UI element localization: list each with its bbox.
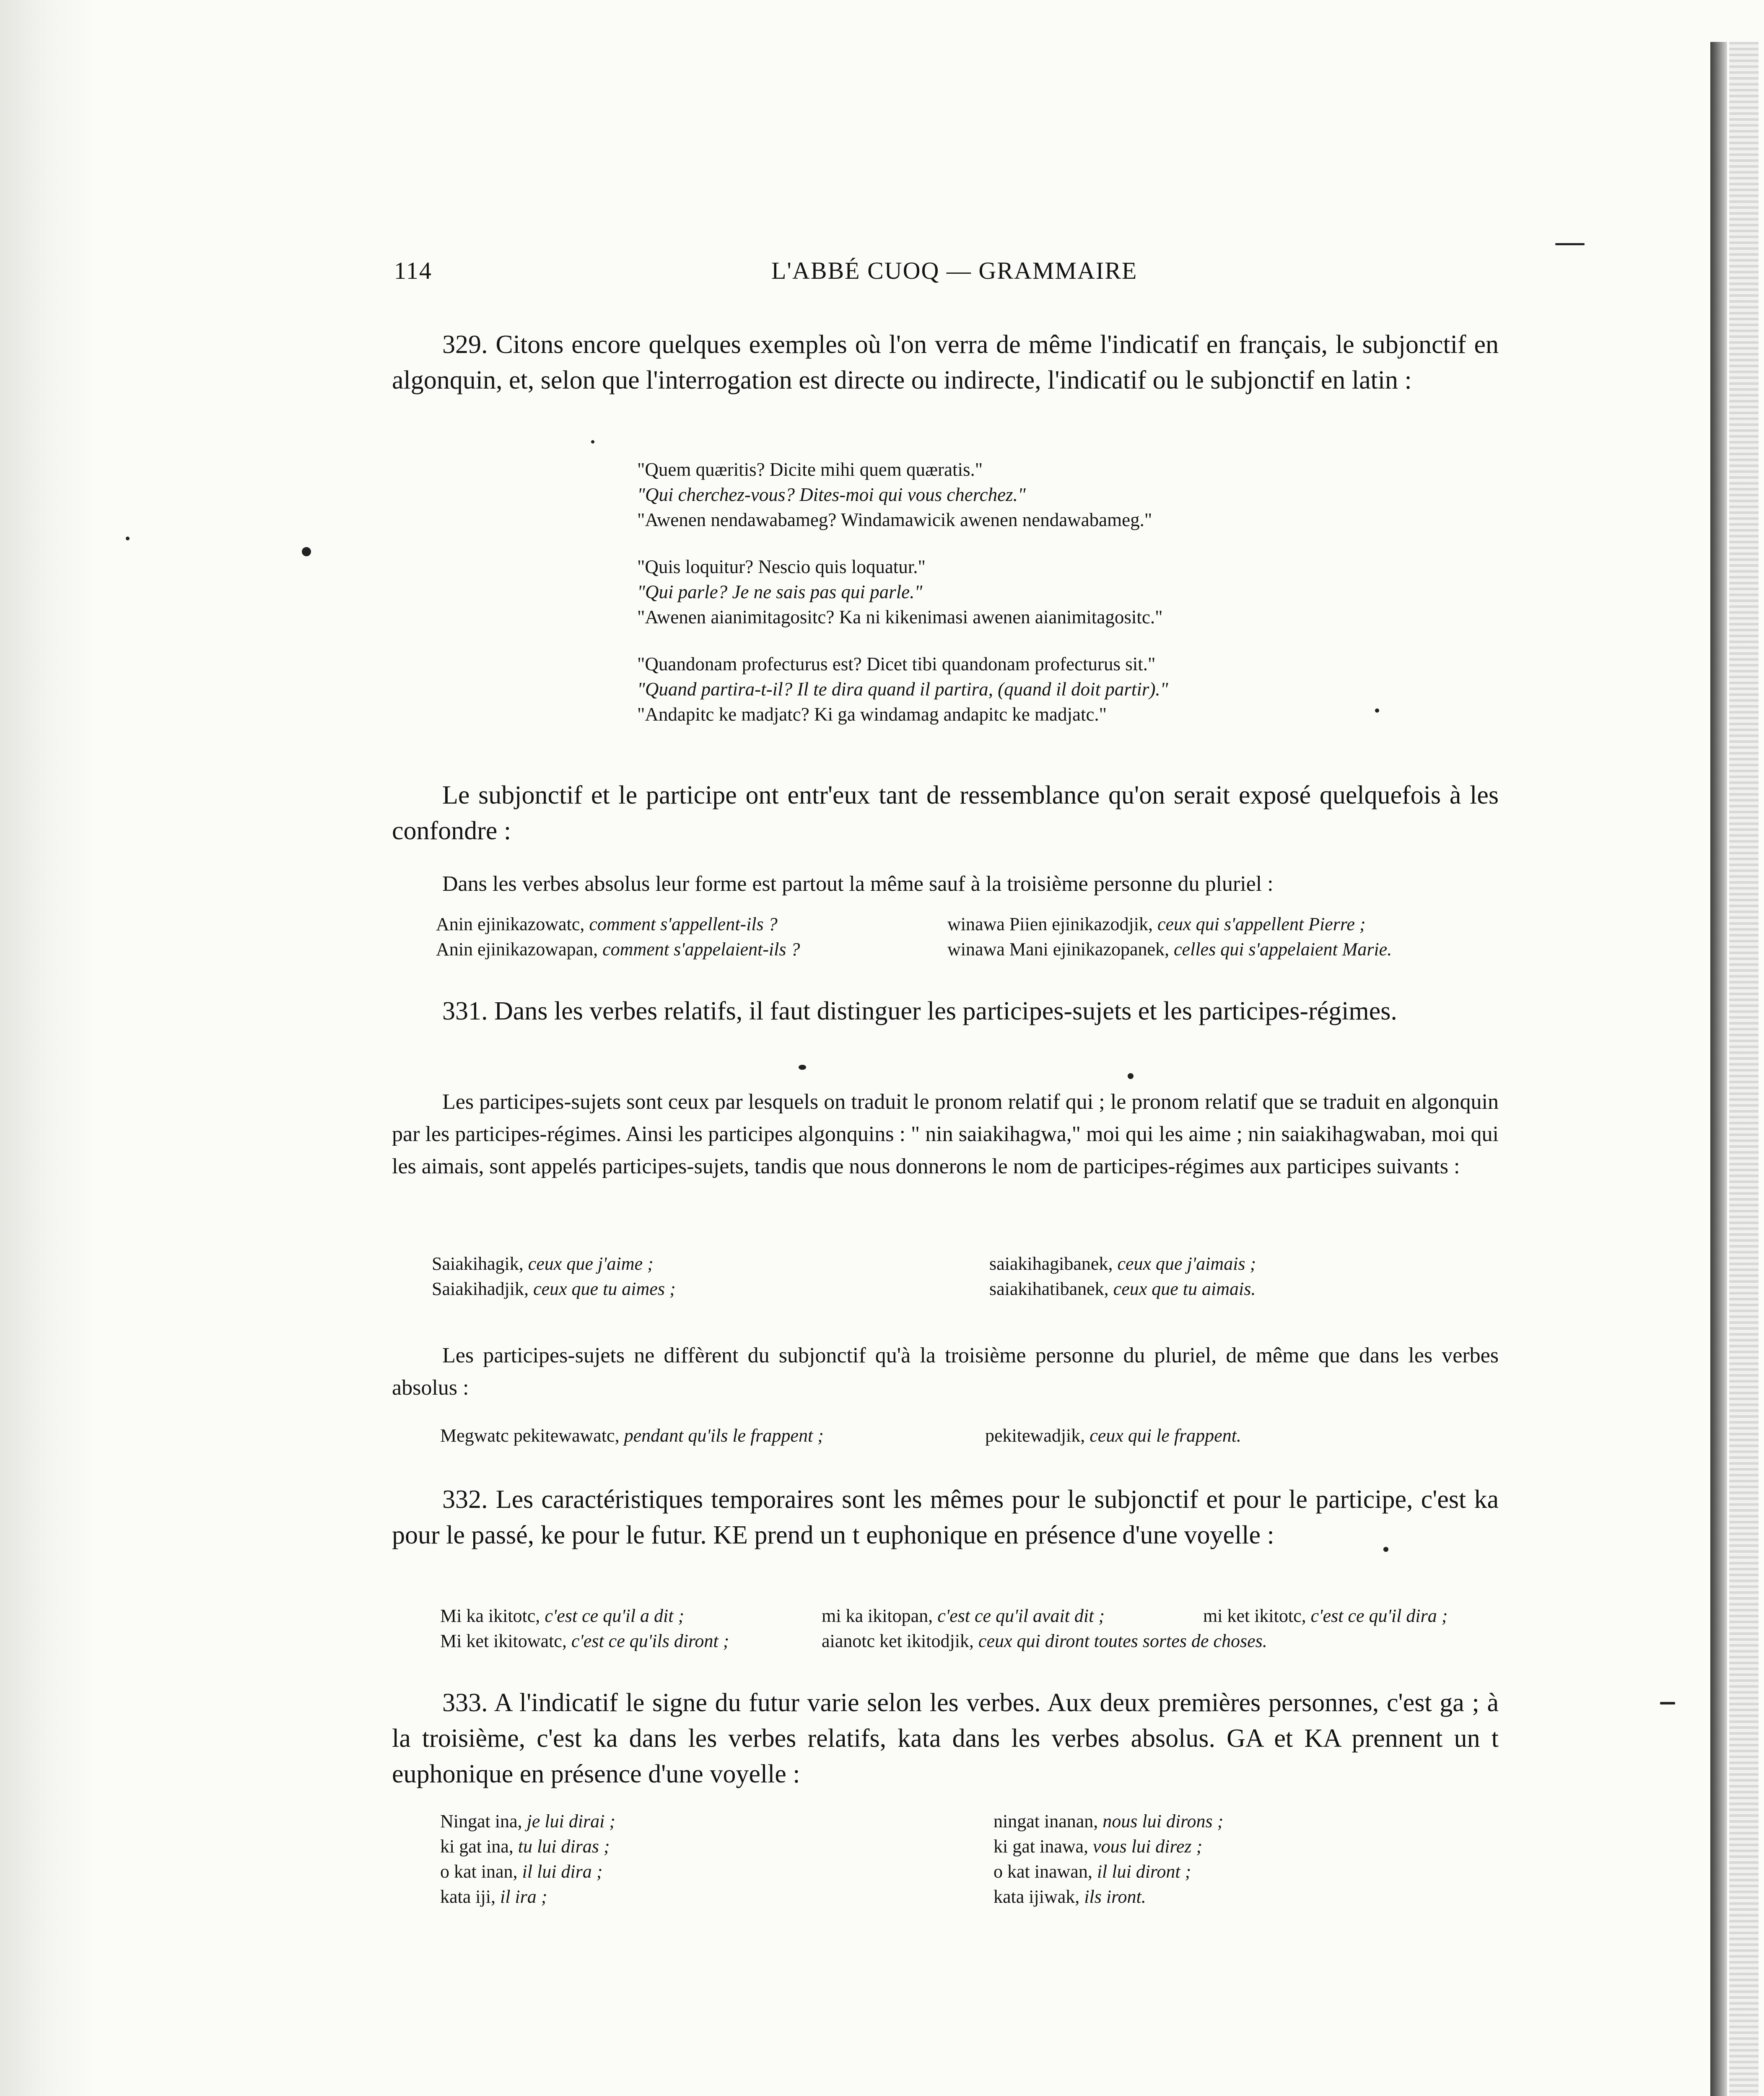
section-number: 331.	[442, 997, 488, 1025]
algonquin-word: aianotc ket ikitodjik,	[822, 1631, 974, 1651]
algonquin-word: o kat inan,	[440, 1861, 518, 1882]
quote-group	[637, 554, 1168, 630]
page-header	[394, 257, 1526, 294]
paragraph-330	[392, 778, 1499, 849]
translation: ceux que j'aime ;	[528, 1253, 654, 1274]
paragraph-331-body-2	[392, 1339, 1499, 1404]
translation: c'est ce qu'il avait dit ;	[937, 1606, 1105, 1626]
algonquin-word: Anin ejinikazowatc,	[436, 914, 585, 934]
example-row	[440, 1834, 1509, 1859]
paragraph-331-body	[392, 1086, 1499, 1183]
paragraph-331	[392, 994, 1499, 1029]
translation: tu lui diras ;	[518, 1836, 610, 1857]
section-number: 329.	[442, 330, 488, 359]
translation: ceux qui le frappent.	[1090, 1425, 1241, 1446]
algonquin-word: Mi ka ikitotc,	[440, 1606, 540, 1626]
paragraph-text: Les caractéristiques temporaires sont les mêmes pour le subjonctif et pour le participe, c'est ka pour le passé, ke pour le futur. KE prend un t euphonique en présence d'une voyelle :	[392, 1485, 1499, 1549]
example-row	[432, 1251, 1505, 1276]
algonquin-word: mi ka ikitopan,	[822, 1606, 933, 1626]
example-row	[440, 1629, 1509, 1654]
translation: ceux qui diront toutes sortes de choses.	[978, 1631, 1267, 1651]
ink-speck	[1383, 1547, 1388, 1552]
page-edge-shadow-left	[0, 0, 96, 2096]
example-row	[440, 1884, 1509, 1909]
section-number: 333.	[442, 1689, 488, 1717]
paragraph-text: Dans les verbes relatifs, il faut distinguer les participes-sujets et les participes-régimes.	[494, 997, 1397, 1025]
binding-texture-right	[1729, 42, 1759, 2096]
algonquin-word: Megwatc pekitewawatc,	[440, 1425, 620, 1446]
quote-group	[637, 457, 1168, 532]
french-quote: "Quand partira-t-il? Il te dira quand il partira, (quand il doit partir)."	[637, 679, 1168, 700]
algonquin-word: Mi ket ikitowatc,	[440, 1631, 567, 1651]
quote-group	[637, 651, 1168, 727]
algonquin-quote: "Awenen aianimitagositc? Ka ni kikenimasi awenen aianimitagositc."	[637, 607, 1163, 628]
algonquin-word: winawa Mani ejinikazopanek,	[947, 939, 1170, 960]
paragraph-text: Dans les verbes absolus leur forme est partout la même sauf à la troisième personne du pluriel :	[442, 872, 1274, 896]
translation: ceux que tu aimais.	[1113, 1279, 1256, 1299]
paragraph-332	[392, 1482, 1499, 1553]
example-table-330	[436, 912, 1509, 962]
quote-examples	[637, 457, 1168, 727]
algonquin-word: pekitewadjik,	[985, 1425, 1085, 1446]
translation: je lui dirai ;	[527, 1811, 615, 1831]
ink-speck	[1375, 708, 1379, 713]
algonquin-quote: "Awenen nendawabameg? Windamawicik awenen nendawabameg."	[637, 509, 1152, 530]
example-row	[440, 1603, 1509, 1629]
example-row	[440, 1809, 1509, 1834]
algonquin-word: Ningat ina,	[440, 1811, 522, 1831]
translation: nous lui dirons ;	[1102, 1811, 1224, 1831]
ink-speck	[591, 440, 594, 444]
french-quote: "Qui parle? Je ne sais pas qui parle."	[637, 581, 923, 602]
translation: vous lui direz ;	[1093, 1836, 1203, 1857]
translation: ils iront.	[1084, 1886, 1146, 1907]
example-table-333	[440, 1809, 1509, 1909]
paragraph-text: Les participes-sujets sont ceux par lesquels on traduit le pronom relatif qui ; le pronom relatif que se traduit en algonquin par les participes-régimes. Ainsi les participes algonquins : " nin saiakihagwa," moi qui les aime ; nin saiakihagwaban, moi qui les aimais, sont appelés participes-sujets, tandis que nous donnerons le nom de participes-régimes aux participes suivants :	[392, 1090, 1499, 1178]
paragraph-text: Citons encore quelques exemples où l'on verra de même l'indicatif en français, le subjonctif en algonquin, et, selon que l'interrogation est directe ou indirecte, l'indicatif ou le subjonctif en latin :	[392, 330, 1499, 394]
example-table-331	[432, 1251, 1505, 1302]
ink-speck	[302, 547, 311, 556]
example-table-332	[440, 1603, 1509, 1654]
translation: comment s'appellent-ils ?	[589, 914, 778, 934]
translation: il lui dira ;	[522, 1861, 603, 1882]
translation: c'est ce qu'ils diront ;	[571, 1631, 729, 1651]
example-row	[440, 1859, 1509, 1884]
algonquin-word: Saiakihagik,	[432, 1253, 524, 1274]
algonquin-word: saiakihatibanek,	[989, 1279, 1109, 1299]
example-row	[432, 1276, 1505, 1302]
algonquin-word: ki gat ina,	[440, 1836, 514, 1857]
algonquin-word: Anin ejinikazowapan,	[436, 939, 598, 960]
example-row	[436, 937, 1509, 962]
page-number: 114	[394, 257, 432, 284]
algonquin-word: saiakihagibanek,	[989, 1253, 1113, 1274]
algonquin-word: kata ijiwak,	[994, 1886, 1080, 1907]
latin-quote: "Quandonam profecturus est? Dicet tibi quandonam profecturus sit."	[637, 654, 1156, 674]
algonquin-word: kata iji,	[440, 1886, 495, 1907]
algonquin-quote: "Andapitc ke madjatc? Ki ga windamag andapitc ke madjatc."	[637, 704, 1107, 725]
algonquin-word: o kat inawan,	[994, 1861, 1092, 1882]
algonquin-word: Saiakihadjik,	[432, 1279, 529, 1299]
ink-mark	[1660, 1702, 1675, 1704]
ink-speck	[799, 1065, 806, 1070]
latin-quote: "Quem quæritis? Dicite mihi quem quæratis."	[637, 459, 983, 480]
translation: pendant qu'ils le frappent ;	[624, 1425, 824, 1446]
translation: ceux que tu aimes ;	[533, 1279, 676, 1299]
ink-speck	[1128, 1073, 1134, 1079]
translation: ceux qui s'appellent Pierre ;	[1157, 914, 1366, 934]
ink-speck	[126, 537, 130, 540]
algonquin-word: ningat inanan,	[994, 1811, 1098, 1831]
translation: c'est ce qu'il dira ;	[1310, 1606, 1448, 1626]
french-quote: "Qui cherchez-vous? Dites-moi qui vous cherchez."	[637, 484, 1026, 505]
paragraph-text: A l'indicatif le signe du futur varie selon les verbes. Aux deux premières personnes, c'est ga ; à la troisième, c'est ka dans les verbes relatifs, kata dans les verbes absolus. GA et KA prennent un t euphonique en présence d'une voyelle :	[392, 1689, 1499, 1788]
algonquin-word: ki gat inawa,	[994, 1836, 1089, 1857]
paragraph-329	[392, 327, 1499, 398]
translation: comment s'appelaient-ils ?	[602, 939, 800, 960]
section-number: 332.	[442, 1485, 488, 1514]
paragraph-330-sub	[392, 868, 1499, 900]
paragraph-text: Le subjonctif et le participe ont entr'eux tant de ressemblance qu'on serait exposé quelquefois à les confondre :	[392, 781, 1499, 845]
running-title: L'ABBÉ CUOQ — GRAMMAIRE	[771, 257, 1138, 284]
example-table-331b	[440, 1423, 1505, 1448]
ink-mark	[1555, 243, 1585, 245]
translation: c'est ce qu'il a dit ;	[545, 1606, 685, 1626]
algonquin-word: mi ket ikitotc,	[1203, 1606, 1306, 1626]
paragraph-text: Les participes-sujets ne diffèrent du subjonctif qu'à la troisième personne du pluriel, de même que dans les verbes absolus :	[392, 1344, 1499, 1400]
algonquin-word: winawa Piien ejinikazodjik,	[947, 914, 1153, 934]
translation: ceux que j'aimais ;	[1117, 1253, 1256, 1274]
binding-edge-right	[1710, 42, 1727, 2096]
example-row	[440, 1423, 1505, 1448]
paragraph-333	[392, 1685, 1499, 1792]
translation: celles qui s'appelaient Marie.	[1174, 939, 1392, 960]
translation: il ira ;	[500, 1886, 547, 1907]
example-row	[436, 912, 1509, 937]
translation: il lui diront ;	[1097, 1861, 1191, 1882]
latin-quote: "Quis loquitur? Nescio quis loquatur."	[637, 556, 926, 577]
